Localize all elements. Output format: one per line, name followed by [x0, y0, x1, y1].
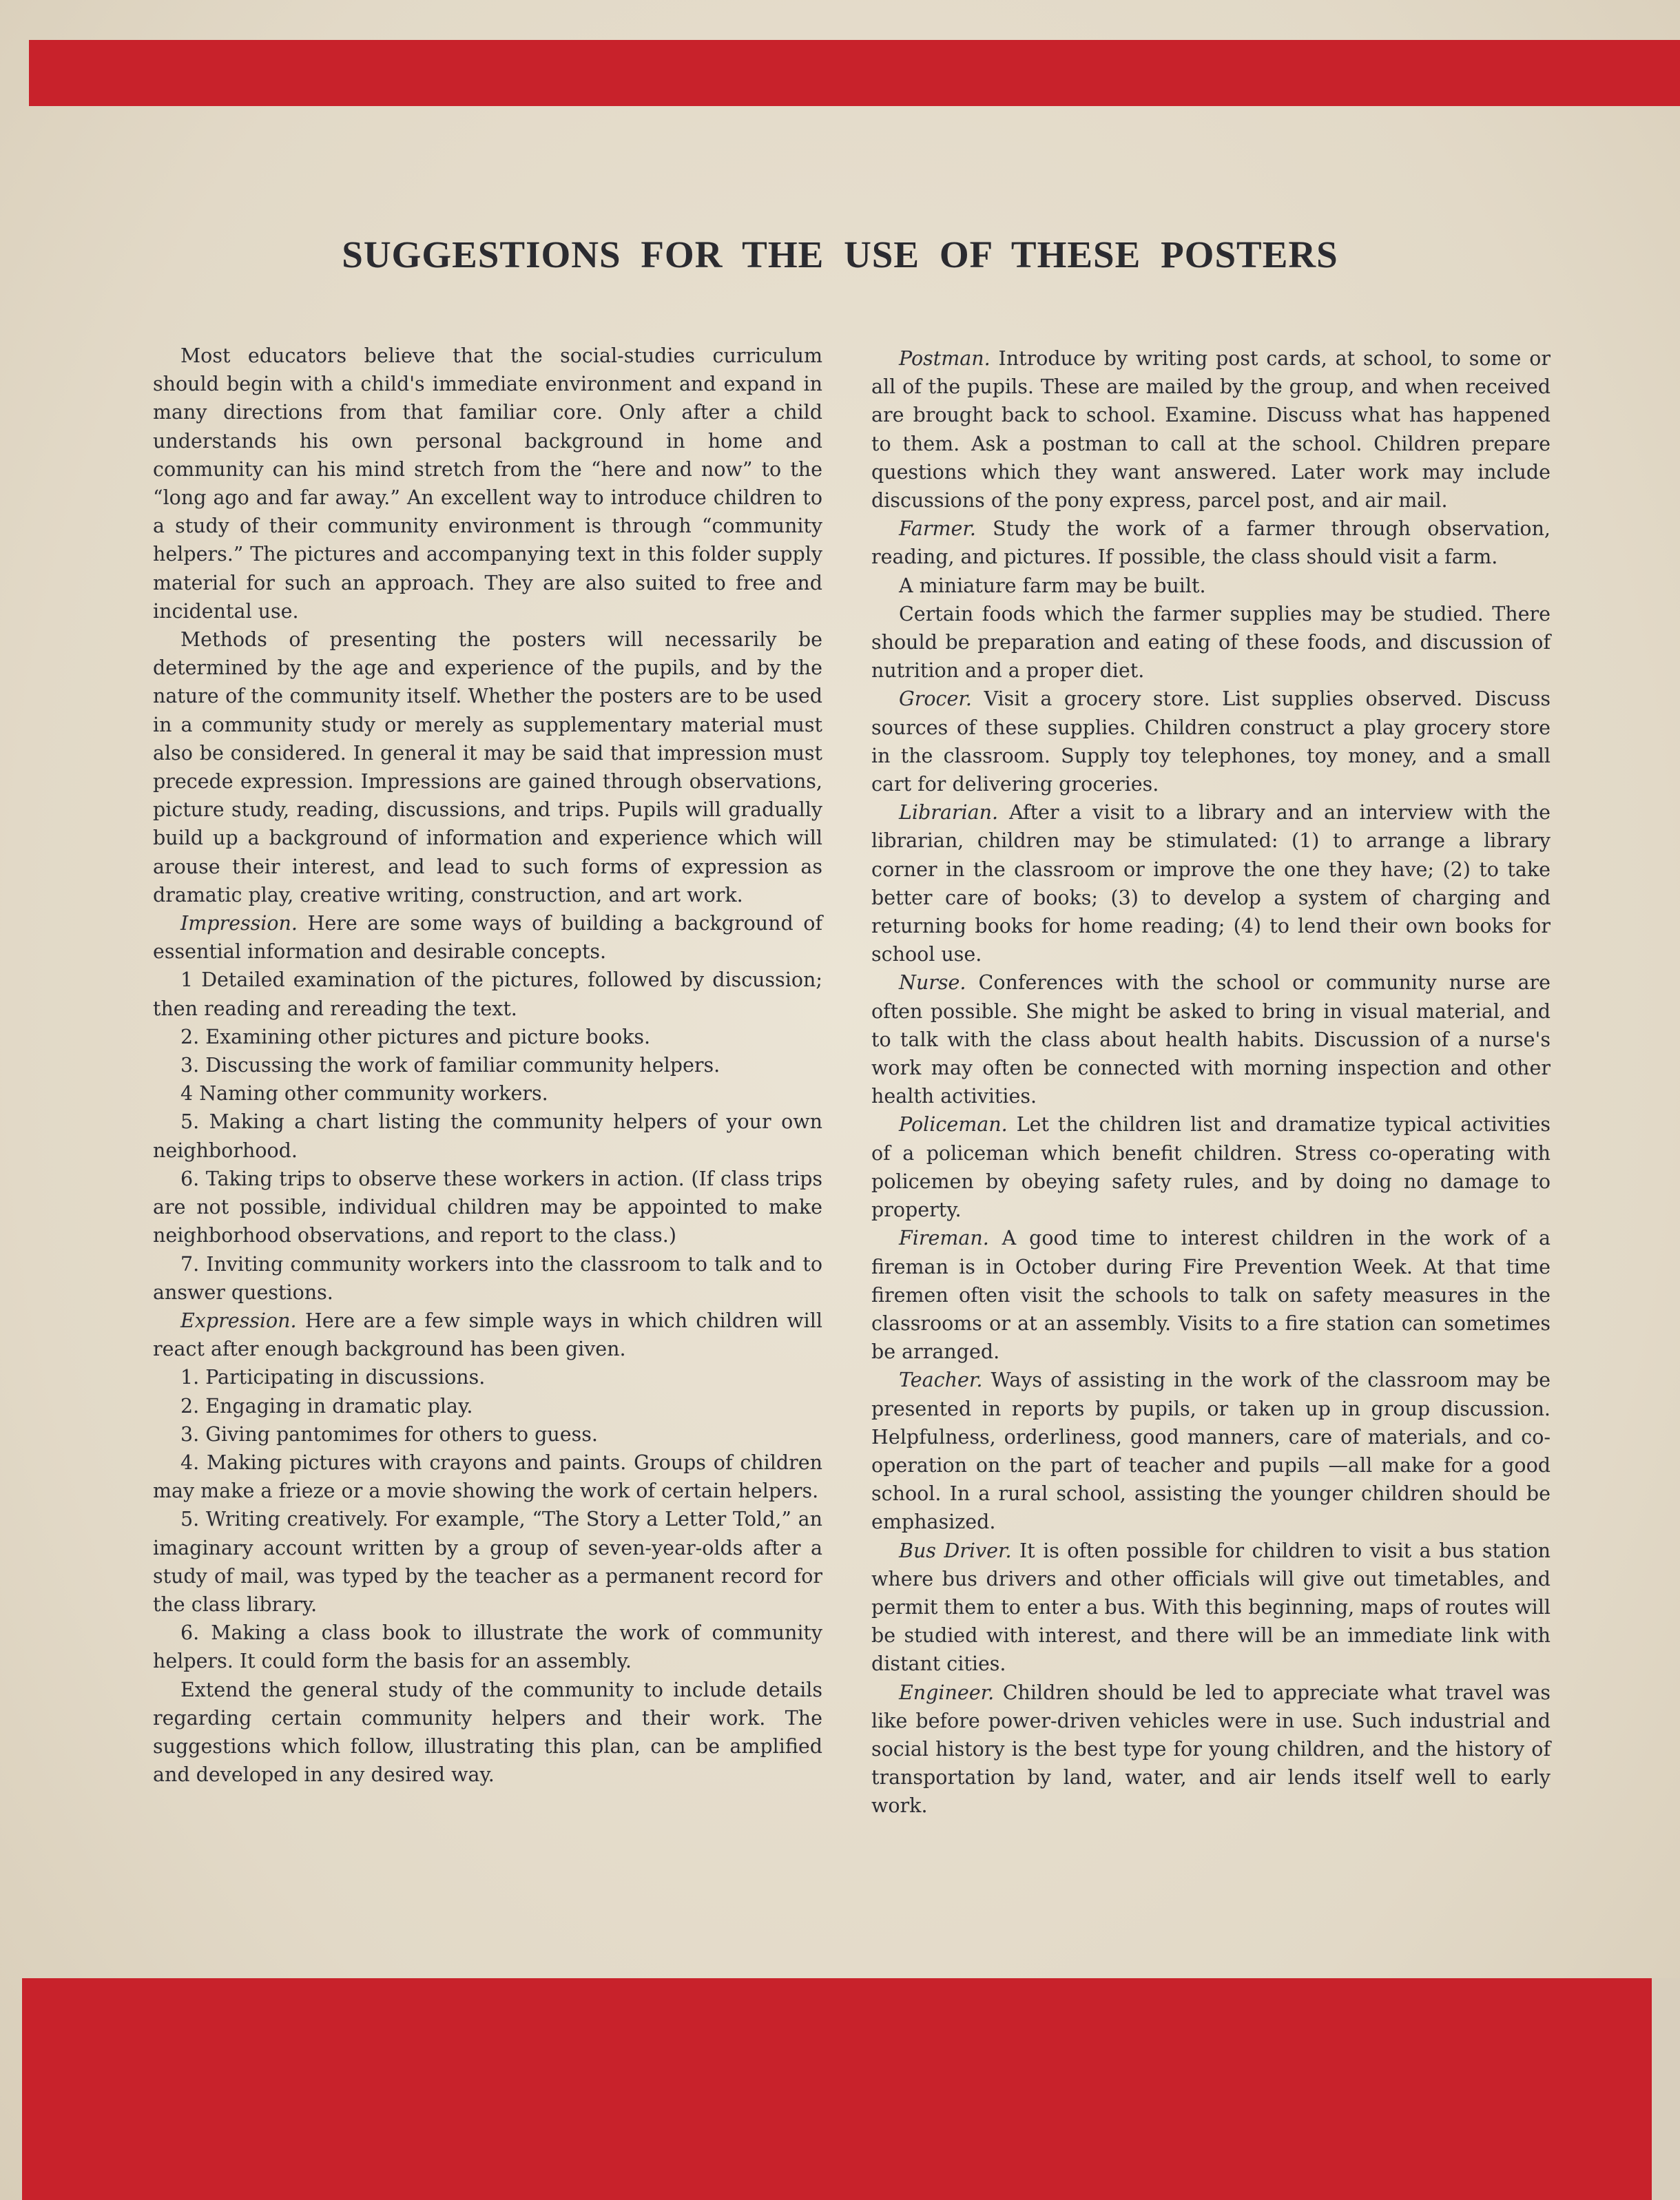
paragraph: [153, 1420, 822, 1449]
paragraph-text: 2. Examining other pictures and picture books.: [180, 1025, 651, 1048]
paragraph: [153, 1023, 822, 1051]
paragraph-text: After a visit to a library and an interview with the librarian, children may be stimulated: (1) to arrange a library corner in the classroom or improve the one they have; (2) to take better care of books; (3) to develop a system of charging and returning books for home reading; (4) to lend their own books for school use.: [871, 801, 1551, 966]
paragraph-heading: Engineer.: [899, 1681, 995, 1704]
paragraph-text: 6. Taking trips to observe these workers in action. (If class trips are not possible, individual children may be appointed to make neighborhood observations, and report to the class.): [153, 1167, 822, 1247]
paragraph: [871, 798, 1551, 968]
paragraph: [871, 600, 1551, 685]
paragraph: [153, 1108, 822, 1164]
top-red-band: [29, 40, 1680, 106]
paragraph: [871, 968, 1551, 1110]
page-title: SUGGESTIONS FOR THE USE OF THESE POSTERS: [342, 234, 1338, 276]
bottom-red-band: [22, 1978, 1652, 2200]
paragraph-text: 4 Naming other community workers.: [180, 1082, 548, 1106]
paragraph-text: Ways of assisting in the work of the classroom may be presented in reports by pupils, or taken up in group discussion. Helpfulness, orderliness, good manners, care of materials, and co-operation on the part of teacher and pupils —all make for a good school. In a rural school, assisting the younger children should be emphasized.: [871, 1369, 1551, 1534]
paragraph-text: It is often possible for children to visit a bus station where bus drivers and other officials will give out timetables, and permit them to enter a bus. With this beginning, maps of routes will be studied with interest, and there will be an immediate link with distant cities.: [871, 1539, 1551, 1676]
paragraph: [871, 572, 1551, 600]
paragraph-heading: Nurse.: [899, 971, 966, 995]
paragraph: [153, 1392, 822, 1420]
paragraph: [153, 1165, 822, 1250]
paragraph: [153, 1505, 822, 1619]
paragraph-text: 4. Making pictures with crayons and paints. Groups of children may make a frieze or a movie showing the work of certain helpers.: [153, 1451, 822, 1503]
paragraph-text: Extend the general study of the community to include details regarding certain community helpers and their work. The suggestions which follow, illustrating this plan, can be amplified and developed in any desired way.: [153, 1678, 822, 1787]
paragraph: [153, 342, 822, 625]
paragraph-text: Here are some ways of building a background of essential information and desirable concepts.: [153, 912, 822, 964]
paragraph-heading: Farmer.: [899, 517, 976, 541]
paragraph: [871, 685, 1551, 798]
paragraph-text: Certain foods which the farmer supplies may be studied. There should be preparation and eating of these foods, and discussion of nutrition and a proper diet.: [871, 602, 1551, 683]
paragraph-text: 5. Making a chart listing the community helpers of your own neighborhood.: [153, 1110, 822, 1162]
paragraph-text: 3. Giving pantomimes for others to guess.: [180, 1422, 598, 1446]
paragraph-heading: Librarian.: [899, 801, 999, 824]
paragraph-text: Visit a grocery store. List supplies observed. Discuss sources of these supplies. Children construct a play grocery store in the classroom. Supply toy telephones, toy money, and a small cart for delivering groceries.: [871, 687, 1551, 796]
paragraph: [153, 1619, 822, 1675]
paragraph: [871, 515, 1551, 571]
paragraph: [871, 1679, 1551, 1820]
paragraph-text: 1. Participating in discussions.: [180, 1366, 486, 1389]
paragraph: [153, 1676, 822, 1789]
paragraph: [871, 1366, 1551, 1536]
paragraph-heading: Teacher.: [899, 1369, 983, 1392]
paragraph-heading: Impression.: [180, 912, 298, 935]
paragraph-text: 7. Inviting community workers into the classroom to talk and to answer questions.: [153, 1252, 822, 1304]
paragraph-heading: Grocer.: [899, 687, 972, 711]
paragraph-text: Methods of presenting the posters will necessarily be determined by the age and experience of the pupils, and by the nature of the community itself. Whether the posters are to be used in a community study or merely as supplementary material must also be considered. In general it may be said that impression must precede expression. Impressions are gained through observations, picture study, reading, discussions, and trips. Pupils will gradually build up a background of information and experience which will arouse their interest, and lead to such forms of expression as dramatic play, creative writing, construction, and art work.: [153, 628, 822, 906]
paragraph-text: A good time to interest children in the work of a fireman is in October during Fire Prevention Week. At that time firemen often visit the schools to talk on safety measures in the classrooms or at an assembly. Visits to a fire station can sometimes be arranged.: [871, 1227, 1551, 1364]
paragraph: [871, 1224, 1551, 1366]
paragraph: [153, 1051, 822, 1079]
left-column: [153, 342, 822, 1789]
right-column: [871, 344, 1551, 1820]
paragraph-heading: Bus Driver.: [899, 1539, 1012, 1562]
paragraph-text: 3. Discussing the work of familiar community helpers.: [180, 1054, 720, 1077]
paragraph-text: Here are a few simple ways in which children will react after enough background has been given.: [153, 1309, 822, 1361]
paragraph-heading: Fireman.: [899, 1227, 989, 1250]
paragraph: [153, 1250, 822, 1307]
paragraph: [153, 909, 822, 966]
paragraph-text: 5. Writing creatively. For example, “The Story a Letter Told,” an imaginary account written by a group of seven-year-olds after a study of mail, was typed by the teacher as a permanent record for the class library.: [153, 1508, 822, 1616]
paragraph-text: A miniature farm may be built.: [899, 574, 1206, 597]
paragraph: [153, 625, 822, 909]
paragraph: [153, 1449, 822, 1505]
paragraph-heading: Expression.: [180, 1309, 297, 1332]
paragraph: [871, 1537, 1551, 1679]
paragraph: [153, 1307, 822, 1363]
paragraph-text: Introduce by writing post cards, at school, to some or all of the pupils. These are mailed by the group, and when received are brought back to school. Examine. Discuss what has happened to them. Ask a postman to call at the school. Children prepare questions which they want answered. Later work may include discussions of the pony express, parcel post, and air mail.: [871, 347, 1551, 512]
paragraph-text: 2. Engaging in dramatic play.: [180, 1394, 473, 1418]
paragraph-text: Let the children list and dramatize typical activities of a policeman which benefit children. Stress co-operating with policemen by obeying safety rules, and by doing no damage to property.: [871, 1113, 1551, 1222]
paragraph-heading: Policeman.: [899, 1113, 1008, 1137]
paragraph-heading: Postman.: [899, 347, 991, 370]
paragraph: [871, 1110, 1551, 1224]
paragraph-text: Most educators believe that the social-studies curriculum should begin with a child's immediate environment and expand in many directions from that familiar core. Only after a child understands his own personal background in home and community can his mind stretch from the “here and now” to the “long ago and far away.” An excellent way to introduce children to a study of their community environment is through “community helpers.” The pictures and accompanying text in this folder supply material for such an approach. They are also suited to free and incidental use.: [153, 344, 822, 623]
paragraph: [153, 1363, 822, 1391]
paragraph-text: Children should be led to appreciate what travel was like before power-driven vehicles were in use. Such industrial and social history is the best type for young children, and the history of transportation by land, water, and air lends itself well to early work.: [871, 1681, 1551, 1818]
paragraph: [153, 1079, 822, 1108]
paragraph-text: Conferences with the school or community nurse are often possible. She might be asked to bring in visual material, and to talk with the class about health habits. Discussion of a nurse's work may often be connected with morning inspection and other health activities.: [871, 971, 1551, 1108]
paragraph-text: 1 Detailed examination of the pictures, followed by discussion; then reading and rereading the text.: [153, 968, 822, 1020]
paragraph: [153, 966, 822, 1022]
paragraph-text: 6. Making a class book to illustrate the work of community helpers. It could form the basis for an assembly.: [153, 1621, 822, 1673]
paragraph: [871, 344, 1551, 515]
paragraph-text: Study the work of a farmer through observation, reading, and pictures. If possible, the class should visit a farm.: [871, 517, 1551, 569]
